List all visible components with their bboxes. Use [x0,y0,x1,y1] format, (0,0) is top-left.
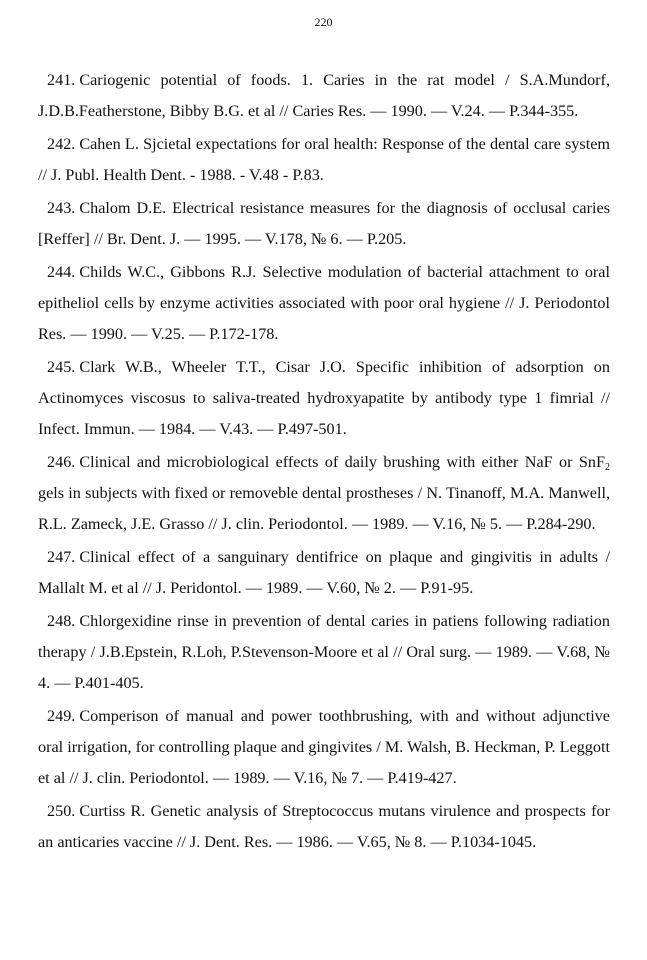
reference-number: 250. [47,802,76,820]
reference-item [38,257,610,350]
page-number: 220 [314,15,333,29]
chemical-subscript: 2 [605,462,610,473]
reference-item [38,447,610,540]
reference-text: Childs W.C., Gibbons R.J. Selective modulation of bacterial attachment to oral epitheliol cells by enzyme activities associated with poor oral hygiene // J. Periodontol Res. — 1990. — V.25. — P.172-178. [38,263,610,343]
reference-item [38,129,610,191]
reference-item [38,796,610,858]
reference-number: 248. [47,612,76,630]
reference-text: Chalom D.E. Electrical resistance measures for the diagnosis of occlusal caries [Reffer] // Br. Dent. J. — 1995. — V.178, № 6. — P.205. [38,199,610,248]
reference-text: Cariogenic potential of foods. 1. Caries in the rat model / S.A.Mundorf, J.D.B.Featherstone, Bibby B.G. et al // Caries Res. — 1990. — V.24. — P.344-355. [38,71,610,120]
reference-item [38,542,610,604]
reference-item [38,606,610,699]
reference-number: 242. [47,135,76,153]
reference-item [38,65,610,127]
reference-text: Clinical effect of a sanguinary dentifrice on plaque and gingivitis in adults / Mallalt M. et al // J. Peridontol. — 1989. — V.60, № 2. — P.91-95. [38,548,610,597]
reference-number: 245. [47,358,76,376]
reference-text: Clark W.B., Wheeler T.T., Cisar J.O. Specific inhibition of adsorption on Actinomyces viscosus to saliva-treated hydroxyapatite by antibody type 1 fimrial // Infect. Immun. — 1984. — V.43. — P.497-501. [38,358,610,438]
reference-text: Cahen L. Sjcietal expectations for oral health: Response of the dental care system // J. Publ. Health Dent. - 1988. - V.48 - P.83. [38,135,610,184]
reference-list [38,65,610,860]
reference-item [38,701,610,794]
reference-text: gels in subjects with fixed or removeble dental prostheses / N. Tinanoff, M.A. Manwell, R.L. Zameck, J.E. Grasso // J. clin. Periodontol. — 1989. — V.16, № 5. — P.284-290. [38,484,610,533]
reference-item [38,352,610,445]
reference-text: Comperison of manual and power toothbrushing, with and without adjunctive oral irrigation, for controlling plaque and gingivites / M. Walsh, B. Heckman, P. Leggott et al // J. clin. Periodontol. — 1989. — V.16, № 7. — P.419-427. [38,707,610,787]
reference-number: 246. [47,453,76,471]
reference-text: Chlorgexidine rinse in prevention of dental caries in patiens following radiation therapy / J.B.Epstein, R.Loh, P.Stevenson-Moore et al // Oral surg. — 1989. — V.68, № 4. — P.401-405. [38,612,610,692]
reference-number: 247. [47,548,76,566]
reference-text: Clinical and microbiological effects of daily brushing with either NaF or SnF [79,453,605,471]
reference-text: Curtiss R. Genetic analysis of Streptococcus mutans virulence and prospects for an anticaries vaccine // J. Dent. Res. — 1986. — V.65, № 8. — P.1034-1045. [38,802,610,851]
reference-number: 244. [47,263,76,281]
reference-number: 243. [47,199,76,217]
reference-item [38,193,610,255]
reference-number: 241. [47,71,76,89]
reference-number: 249. [47,707,76,725]
